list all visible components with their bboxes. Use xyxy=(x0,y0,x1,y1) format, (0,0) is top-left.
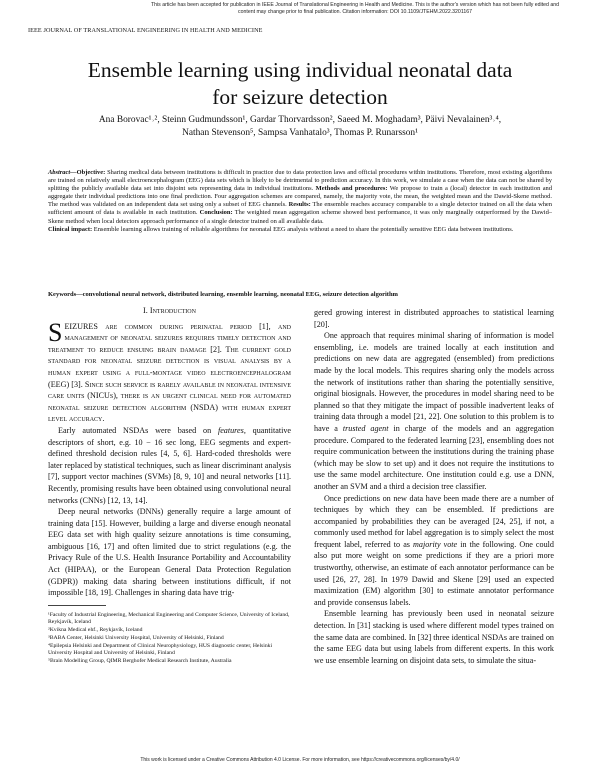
license-footer: This work is licensed under a Creative Commons Attribution 4.0 License. For more information, see https://creativecommons.org/licenses/by/4.0/ xyxy=(140,757,460,763)
intro-p2a: Early automated NSDAs were based on xyxy=(58,425,218,435)
right-p2-emphasis: majority vote xyxy=(413,539,458,549)
footnote-2: ²Kvikna Medical ehf., Reykjavík, Iceland xyxy=(48,627,143,634)
results-label: Results: xyxy=(288,201,311,209)
conclusion-label: Conclusion: xyxy=(199,209,233,217)
clinical-text: Ensemble learning allows training of reliable algorithms for neonatal EEG analysis without a need to share the potentially sensitive EEG data between institutions. xyxy=(92,225,514,233)
title-line-1: Ensemble learning using individual neonatal data xyxy=(87,58,513,82)
abstract xyxy=(48,169,552,234)
abstract-main xyxy=(48,169,552,226)
intro-p2b: , quantitative descriptors of short, e.g. 10 − 16 sec long, EEG segments and expert-defined threshold decision rules [4, 5, 6]. Hard-coded thresholds were later replaced by statistical techniques, such as linear discriminant analysis [7], support vector machines (SVMs) [8, 9, 10] and neural networks [11]. Recently, promising results have been obtained using convolutional neural networks (CNNs) [12, 13, 14]. xyxy=(48,425,291,505)
methods-text: We propose to train a (local) detector in each institution and aggregate their individual predictions into one final prediction. Four aggregation schemes are compared, namely, the majority vote, the mean, the weighted mean and the Dawid-Skene method. The method was validated on an independent data set using only a subset of EEG channels. xyxy=(48,185,552,209)
abstract-label: Abstract— xyxy=(48,169,77,176)
notice-line-1: This article has been accepted for publication in IEEE Journal of Translational Engineering in Health and Medicine. This is the author's version which has not been fully edited and xyxy=(150,2,560,8)
right-p1b: in charge of the models and an aggregation procedure. Compared to the federated learning [23], ensembling does not require communication between the institutions during the training phase (which may be slow to set up) and it does not require the institutions to use the same model architecture. One institution could e.g. use a DNN, another an SVM and a third a decision tree classifier. xyxy=(314,423,554,491)
author-list xyxy=(60,114,540,139)
footnote-4: ⁴Epilepsia Helsinki and Department of Clinical Neurophysiology, HUS diagnostic center, Helsinki University Hospital and University of Helsinki, Finland xyxy=(48,643,273,657)
affiliation-footnotes xyxy=(48,612,291,666)
right-paragraph-3: Ensemble learning has previously been used in neonatal seizure detection. In [31] stacking is used where different model types trained on the same data are combined. In [32] three identical NSDAs are trained on the same EEG data but using labels from different experts. In this work we use ensemble learning on disjoint data sets, to simulate the situa- xyxy=(314,609,554,665)
right-paragraph-1 xyxy=(314,330,554,492)
paper-title xyxy=(40,57,560,111)
authors-line-2: Nathan Stevenson⁵, Sampsa Vanhatalo³, Thomas P. Runarsson¹ xyxy=(182,127,418,138)
footnote-5: ⁵Brain Modelling Group, QIMR Berghofer Medical Research Institute, Australia xyxy=(48,658,232,665)
conclusion-text: The weighted mean aggregation scheme showed best performance, it was only marginally outperformed by the Dawid–Skene method when local detectors approach performance of a single detector trained on all available data. xyxy=(48,209,553,225)
objective-label: Objective: xyxy=(76,169,106,176)
right-paragraph-0: gered growing interest in distributed approaches to statistical learning [20]. xyxy=(314,308,554,329)
authors-line-1: Ana Borovac¹˒², Steinn Gudmundsson¹, Gardar Thorvardsson², Saeed M. Moghadam³, Päivi Nevalainen³˒⁴, xyxy=(98,115,502,125)
section-heading-introduction: I. Introduction xyxy=(143,306,196,315)
right-p1a: One approach that requires minimal sharing of information is model ensembling, i.e. models are trained locally at each institution and predictions on new data are aggregated (ensembled) from predictions made by the local models. This requires sharing only the models across the network of institutions rather than sharing the potentially sensitive, original biosignals. However, the procedures in model sharing need to be planned so that they mitigate the impact of possible inadvertent leaks of training data through a model [21, 22]. One solution to this problem is to have a xyxy=(314,331,554,433)
clinical-label: Clinical impact: xyxy=(48,225,93,233)
right-p1-emphasis: trusted agent xyxy=(342,423,389,433)
abstract-clinical xyxy=(48,226,552,234)
results-text: The ensemble reaches accuracy comparable to a single detector trained on all the data when sufficient amount of data is available in each institution. xyxy=(48,201,553,217)
intro-p2-emphasis: features xyxy=(217,425,244,435)
notice-line-2: content may change prior to final publication. Citation information: DOI 10.1109/JTEHM.2022.3201167 xyxy=(238,9,472,16)
footnote-3: ³BABA Center, Helsinki University Hospital, University of Helsinki, Finland xyxy=(48,635,224,642)
intro-p1-text: EIZURES are common during perinatal period [1], and management of neonatal seizures requires timely detection and treatment to reduce ensuing brain damage [2]. The current gold standard for neonatal seizure detection is visual analysis by a human expert using a full-montage video electroencephalogram (EEG) [3]. Since such service is rarely available in neonatal intensive care units (NICUs), there is an urgent clinical need for automated neonatal seizure detection algorithm (NSDA) with human expert level accuracy. xyxy=(48,321,291,424)
journal-header: IEEE JOURNAL OF TRANSLATIONAL ENGINEERING IN HEALTH AND MEDICINE xyxy=(28,27,263,34)
right-column xyxy=(314,307,554,666)
methods-label: Methods and procedures: xyxy=(315,185,388,193)
right-p2b: in the following. One could also put more weight on some predictions if they are a priori more trustworthy, otherwise, an estimate of each annotator performance can be used [26, 27, 28]. In 1979 Dawid and Skene [29] used an expected maximization (EM) algorithm [30] to estimate annotator performance and provide consensus labels. xyxy=(314,539,554,607)
right-p2a: Once predictions on new data have been made there are a number of techniques by which they can be ensembled. If predictions are accompanied by probabilities they can be averaged [24, 25], if not, a commonly used method for label aggregation is to simply select the most frequent label, referred to as xyxy=(314,493,554,549)
intro-paragraph-2 xyxy=(48,425,291,506)
dropcap: S xyxy=(48,317,63,347)
footnote-1: ¹Faculty of Industrial Engineering, Mechanical Engineering and Computer Science, University of Iceland, Reykjavík, Iceland xyxy=(48,611,290,625)
right-paragraph-2 xyxy=(314,493,554,609)
left-column xyxy=(48,305,291,667)
keywords: Keywords—convolutional neural network, distributed learning, ensemble learning, neonatal EEG, seizure detection algorithm xyxy=(48,291,398,298)
objective-text: Sharing medical data between institutions is difficult in practice due to data protection laws and official procedures within institutions. Therefore, most existing algorithms are trained on relatively small electroencephalogram (EEG) data sets which is likely to be detrimental to prediction accuracy. In this work, we simulate a case when the data can not be shared by splitting the publicly available data set into disjoint sets representing data in individual institutions. xyxy=(48,169,552,193)
intro-paragraph-3: Deep neural networks (DNNs) generally require a large amount of training data [15]. However, building a large and diverse enough neonatal EEG data set with high quality seizure annotations is time consuming, ambiguous [16, 17] and often limited due to strict regulations (e.g. the Privacy Rule of the U.S. Health Insurance Portability and Accountability Act (HIPAA), or the European General Data Protection Regulation (GDPR)) making data sharing between institutions difficult, if not impossible [18, 19]. Challenges in sharing data have trig- xyxy=(48,507,291,598)
publication-notice xyxy=(120,2,590,16)
intro-paragraph-1 xyxy=(48,317,291,425)
footnote-divider xyxy=(48,605,106,606)
title-line-2: for seizure detection xyxy=(212,85,388,109)
